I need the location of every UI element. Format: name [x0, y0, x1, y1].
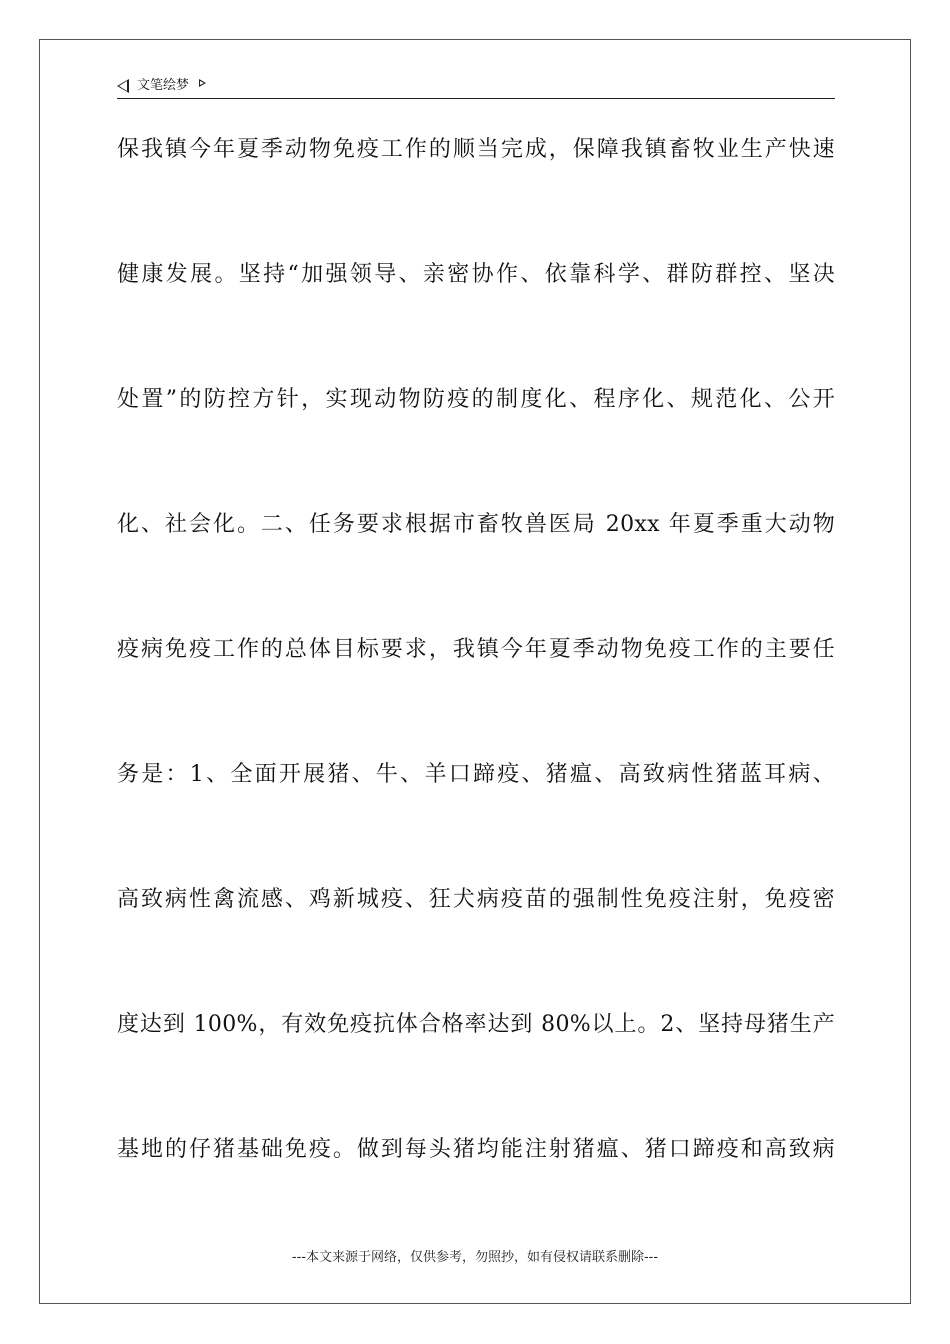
triangle-right-icon — [199, 79, 206, 87]
document-body — [117, 120, 835, 1245]
page-header — [117, 74, 835, 99]
body-line: 度达到 100%，有效免疫抗体合格率达到 80%以上。2、坚持母猪生产 — [117, 1012, 835, 1037]
body-line: 保我镇今年夏季动物免疫工作的顺当完成，保障我镇畜牧业生产快速 — [117, 137, 835, 162]
body-line: 高致病性禽流感、鸡新城疫、狂犬病疫苗的强制性免疫注射，免疫密 — [117, 887, 835, 912]
page-footer: ---本文来源于网络，仅供参考，勿照抄，如有侵权请联系删除--- — [291, 1250, 659, 1265]
body-line: 健康发展。坚持“加强领导、亲密协作、依靠科学、群防群控、坚决 — [117, 262, 835, 287]
body-line: 疫病免疫工作的总体目标要求，我镇今年夏季动物免疫工作的主要任 — [117, 637, 835, 662]
header-title: 文笔绘梦 — [137, 78, 190, 93]
body-line: 务是：1、全面开展猪、牛、羊口蹄疫、猪瘟、高致病性猪蓝耳病、 — [117, 762, 835, 787]
body-line: 化、社会化。二、任务要求根据市畜牧兽医局 20xx 年夏季重大动物 — [117, 512, 835, 537]
triangle-left-icon — [117, 79, 129, 93]
body-line: 处置”的防控方针，实现动物防疫的制度化、程序化、规范化、公开 — [117, 387, 835, 412]
body-line: 基地的仔猪基础免疫。做到每头猪均能注射猪瘟、猪口蹄疫和高致病 — [117, 1137, 835, 1162]
